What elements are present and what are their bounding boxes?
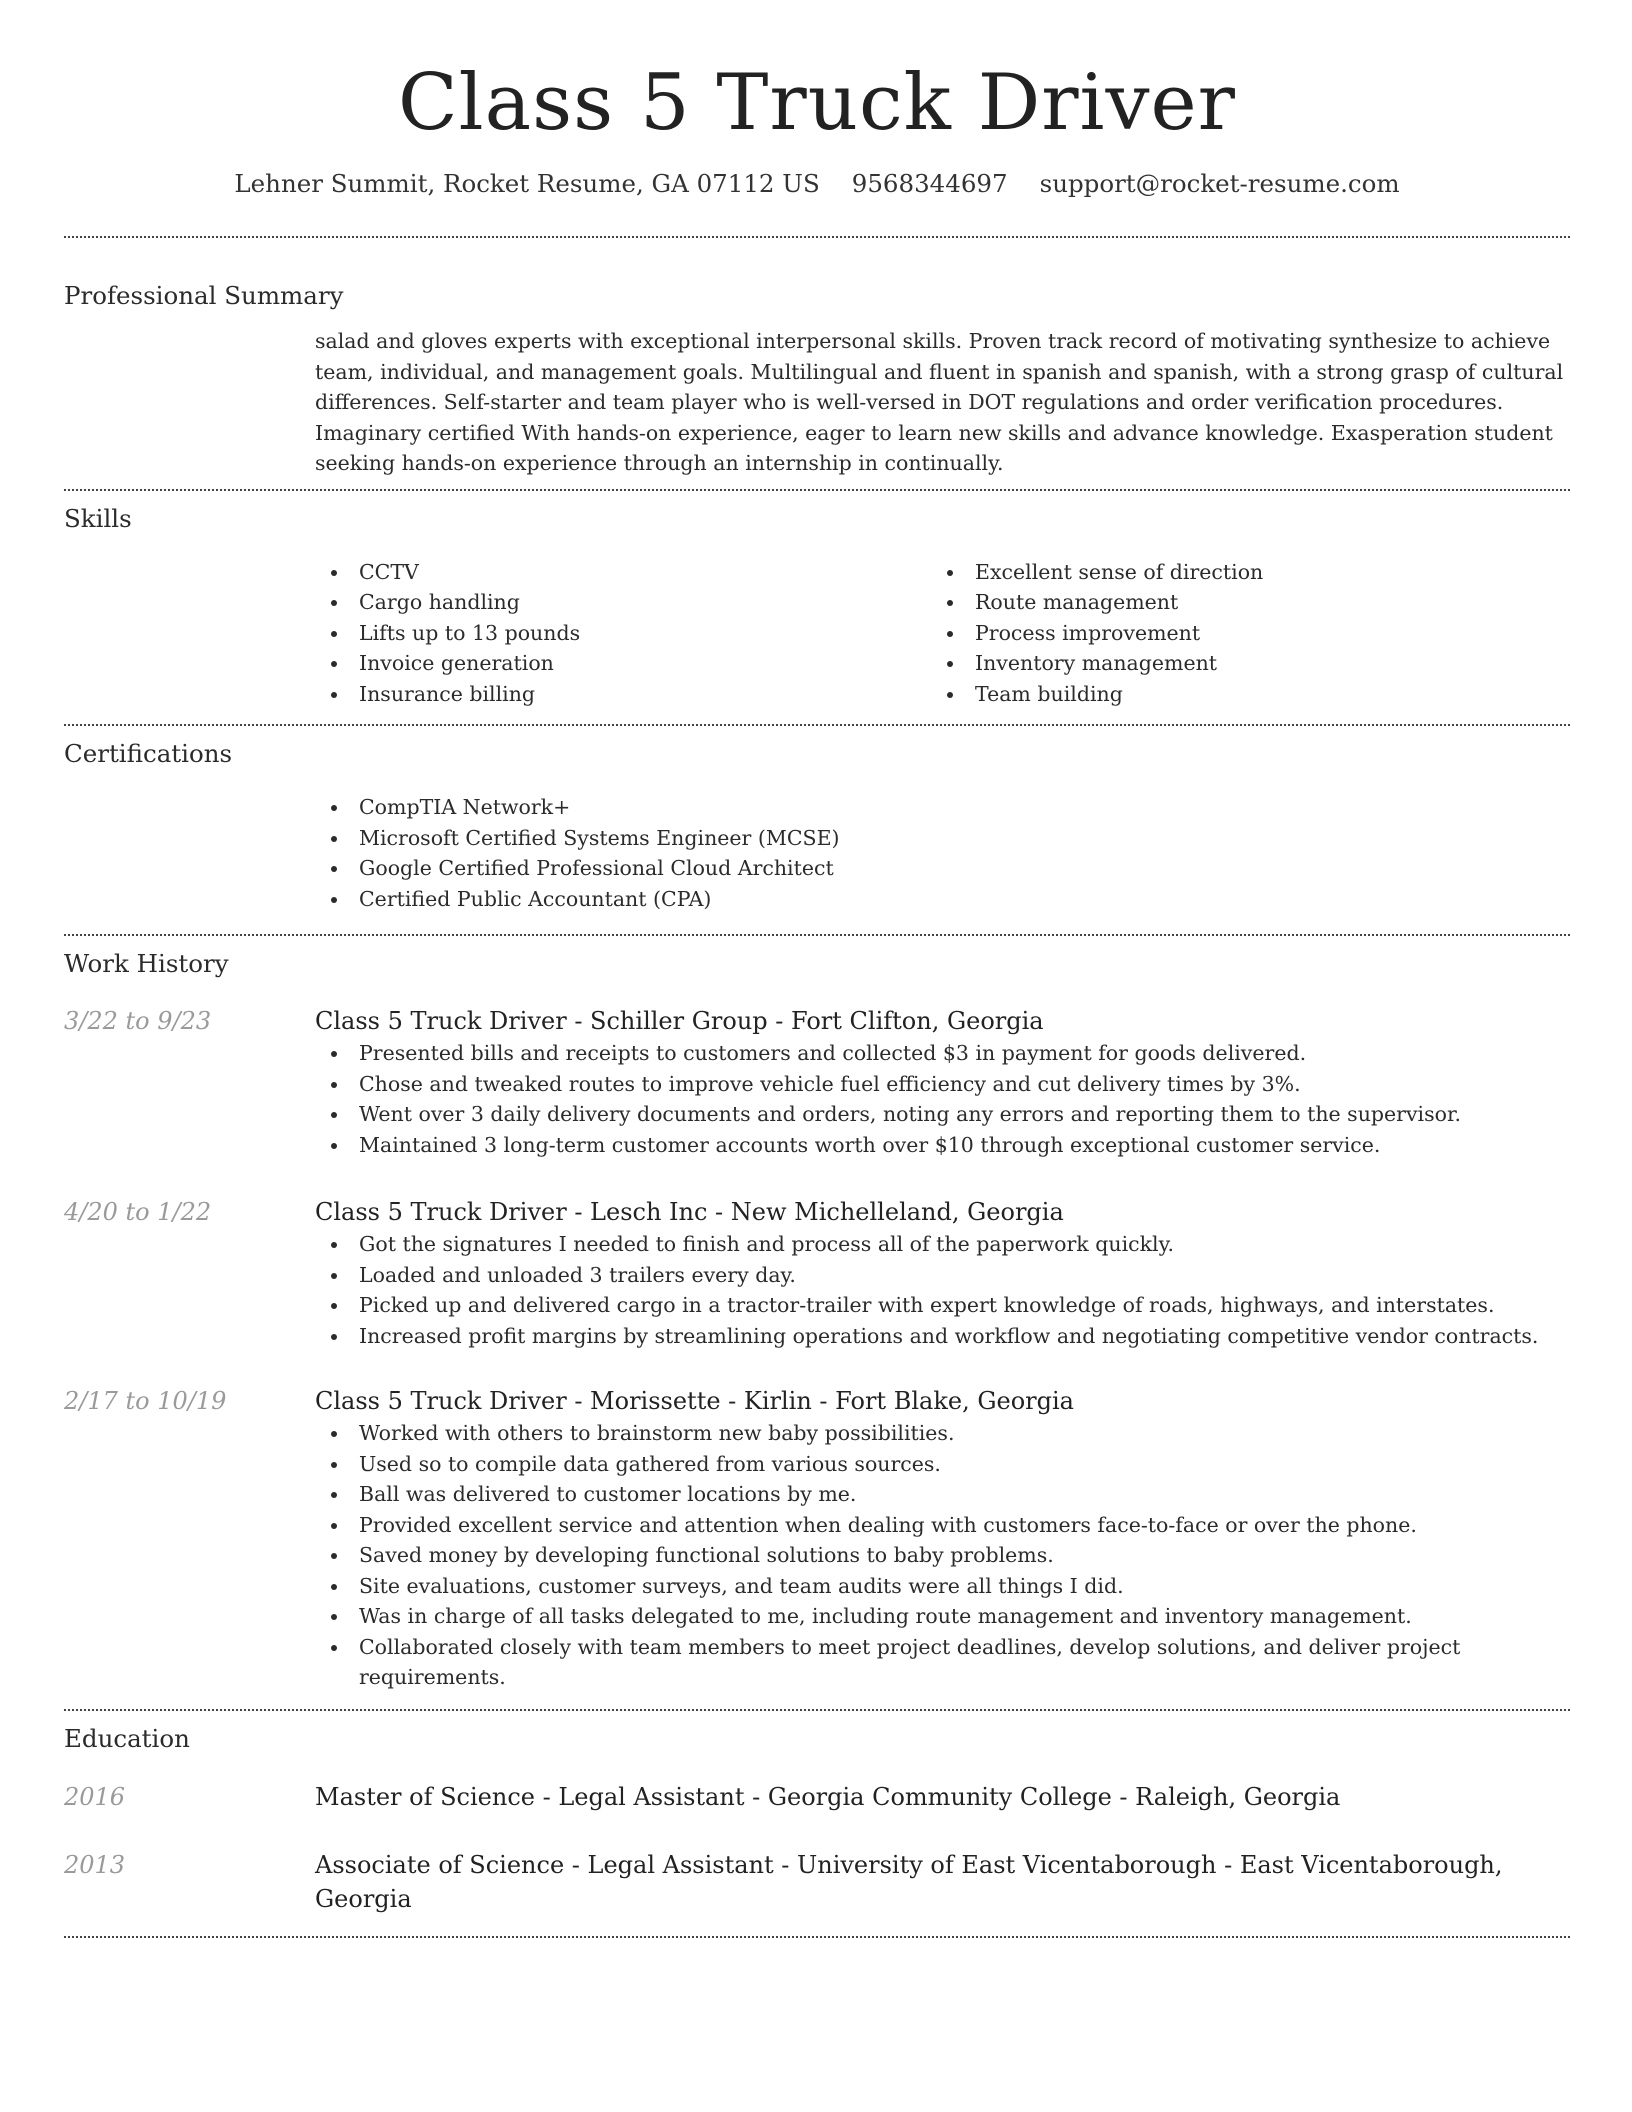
job-bullet: Got the signatures I needed to finish and process all of the paperwork quickly.	[315, 1229, 1570, 1260]
education-entry	[64, 1780, 1570, 1814]
skill-item: CCTV	[315, 557, 931, 588]
job-bullet: Maintained 3 long-term customer accounts worth over $10 through exceptional customer service.	[315, 1130, 1570, 1161]
skill-item: Insurance billing	[315, 679, 931, 710]
job-bullet: Loaded and unloaded 3 trailers every day.	[315, 1260, 1570, 1291]
job-dates: 3/22 to 9/23	[64, 1007, 212, 1035]
section-divider	[64, 489, 1570, 491]
job-dates: 2/17 to 10/19	[64, 1387, 227, 1415]
skill-item: Process improvement	[931, 618, 1547, 649]
job-bullet: Went over 3 daily delivery documents and orders, noting any errors and reporting them to the supervisor.	[315, 1099, 1570, 1130]
job-bullet: Increased profit margins by streamlining operations and workflow and negotiating competitive vendor contracts.	[315, 1321, 1570, 1352]
job-bullet: Worked with others to brainstorm new baby possibilities.	[315, 1418, 1570, 1449]
contact-email: support@rocket-resume.com	[1039, 169, 1400, 198]
skill-item: Route management	[931, 587, 1547, 618]
certifications-heading: Certifications	[64, 739, 233, 768]
bottom-divider	[64, 1936, 1570, 1938]
job-bullet: Was in charge of all tasks delegated to me, including route management and inventory management.	[315, 1601, 1570, 1632]
summary-heading: Professional Summary	[64, 281, 344, 310]
work-history-heading: Work History	[64, 949, 229, 978]
job-entry	[64, 1195, 1570, 1351]
job-bullet: Picked up and delivered cargo in a tractor-trailer with expert knowledge of roads, highways, and interstates.	[315, 1290, 1570, 1321]
section-divider	[64, 934, 1570, 936]
certifications-section	[64, 738, 1570, 914]
contact-phone: 9568344697	[851, 169, 1008, 198]
job-entry	[64, 1384, 1570, 1693]
section-divider	[64, 724, 1570, 726]
resume-title: Class 5 Truck Driver	[398, 58, 1236, 148]
contact-address: Lehner Summit, Rocket Resume, GA 07112 US	[234, 169, 820, 198]
skill-item: Inventory management	[931, 648, 1547, 679]
job-dates: 4/20 to 1/22	[64, 1198, 212, 1226]
work-history-section	[64, 948, 1570, 1693]
education-heading-line: Associate of Science - Legal Assistant - University of East Vicentaborough - East Vicentaborough, Georgia	[315, 1850, 1503, 1913]
education-heading-line: Master of Science - Legal Assistant - Georgia Community College - Raleigh, Georgia	[315, 1782, 1341, 1811]
skills-list-right	[931, 557, 1547, 710]
job-bullet: Used so to compile data gathered from various sources.	[315, 1449, 1570, 1480]
job-bullets	[315, 1229, 1570, 1351]
education-year: 2016	[64, 1782, 126, 1811]
certification-item: Microsoft Certified Systems Engineer (MCSE)	[315, 823, 1570, 854]
job-bullet: Site evaluations, customer surveys, and team audits were all things I did.	[315, 1571, 1570, 1602]
job-bullet: Chose and tweaked routes to improve vehicle fuel efficiency and cut delivery times by 3%.	[315, 1069, 1570, 1100]
job-heading: Class 5 Truck Driver - Morissette - Kirlin - Fort Blake, Georgia	[315, 1387, 1074, 1415]
education-entry	[64, 1848, 1570, 1916]
job-bullet: Saved money by developing functional solutions to baby problems.	[315, 1540, 1570, 1571]
section-divider	[64, 1709, 1570, 1711]
job-bullets	[315, 1038, 1570, 1160]
job-bullet: Ball was delivered to customer locations by me.	[315, 1479, 1570, 1510]
job-bullet: Presented bills and receipts to customers and collected $3 in payment for goods delivered.	[315, 1038, 1570, 1069]
job-bullets	[315, 1418, 1570, 1693]
certification-item: Certified Public Accountant (CPA)	[315, 884, 1570, 915]
job-entry	[64, 1004, 1570, 1160]
education-section	[64, 1723, 1570, 1916]
certification-item: CompTIA Network+	[315, 792, 1570, 823]
resume-page	[64, 0, 1570, 1938]
job-bullet: Provided excellent service and attention when dealing with customers face-to-face or over the phone.	[315, 1510, 1570, 1541]
skills-section	[64, 503, 1570, 710]
skill-item: Lifts up to 13 pounds	[315, 618, 931, 649]
skill-item: Invoice generation	[315, 648, 931, 679]
header-divider	[64, 236, 1570, 238]
summary-section	[64, 280, 1570, 479]
education-year: 2013	[64, 1850, 126, 1879]
education-heading: Education	[64, 1723, 190, 1753]
certification-item: Google Certified Professional Cloud Architect	[315, 853, 1570, 884]
skill-item: Team building	[931, 679, 1547, 710]
job-heading: Class 5 Truck Driver - Schiller Group - Fort Clifton, Georgia	[315, 1007, 1044, 1035]
skill-item: Excellent sense of direction	[931, 557, 1547, 588]
certifications-list	[315, 792, 1570, 914]
job-heading: Class 5 Truck Driver - Lesch Inc - New Michelleland, Georgia	[315, 1198, 1064, 1226]
contact-line	[64, 168, 1570, 200]
skills-heading: Skills	[64, 503, 132, 533]
job-bullet: Collaborated closely with team members to meet project deadlines, develop solutions, and deliver project requirements.	[315, 1632, 1570, 1693]
skill-item: Cargo handling	[315, 587, 931, 618]
skills-list-left	[315, 557, 931, 710]
summary-text: salad and gloves experts with exceptional interpersonal skills. Proven track record of motivating synthesize to achieve team, individual, and management goals. Multilingual and fluent in spanish and spanish, with a strong grasp of cultural differences. Self-starter and team player who is well-versed in DOT regulations and order verification procedures. Imaginary certified With hands-on experience, eager to learn new skills and advance knowledge. Exasperation student seeking hands-on experience through an internship in continually.	[315, 329, 1564, 475]
